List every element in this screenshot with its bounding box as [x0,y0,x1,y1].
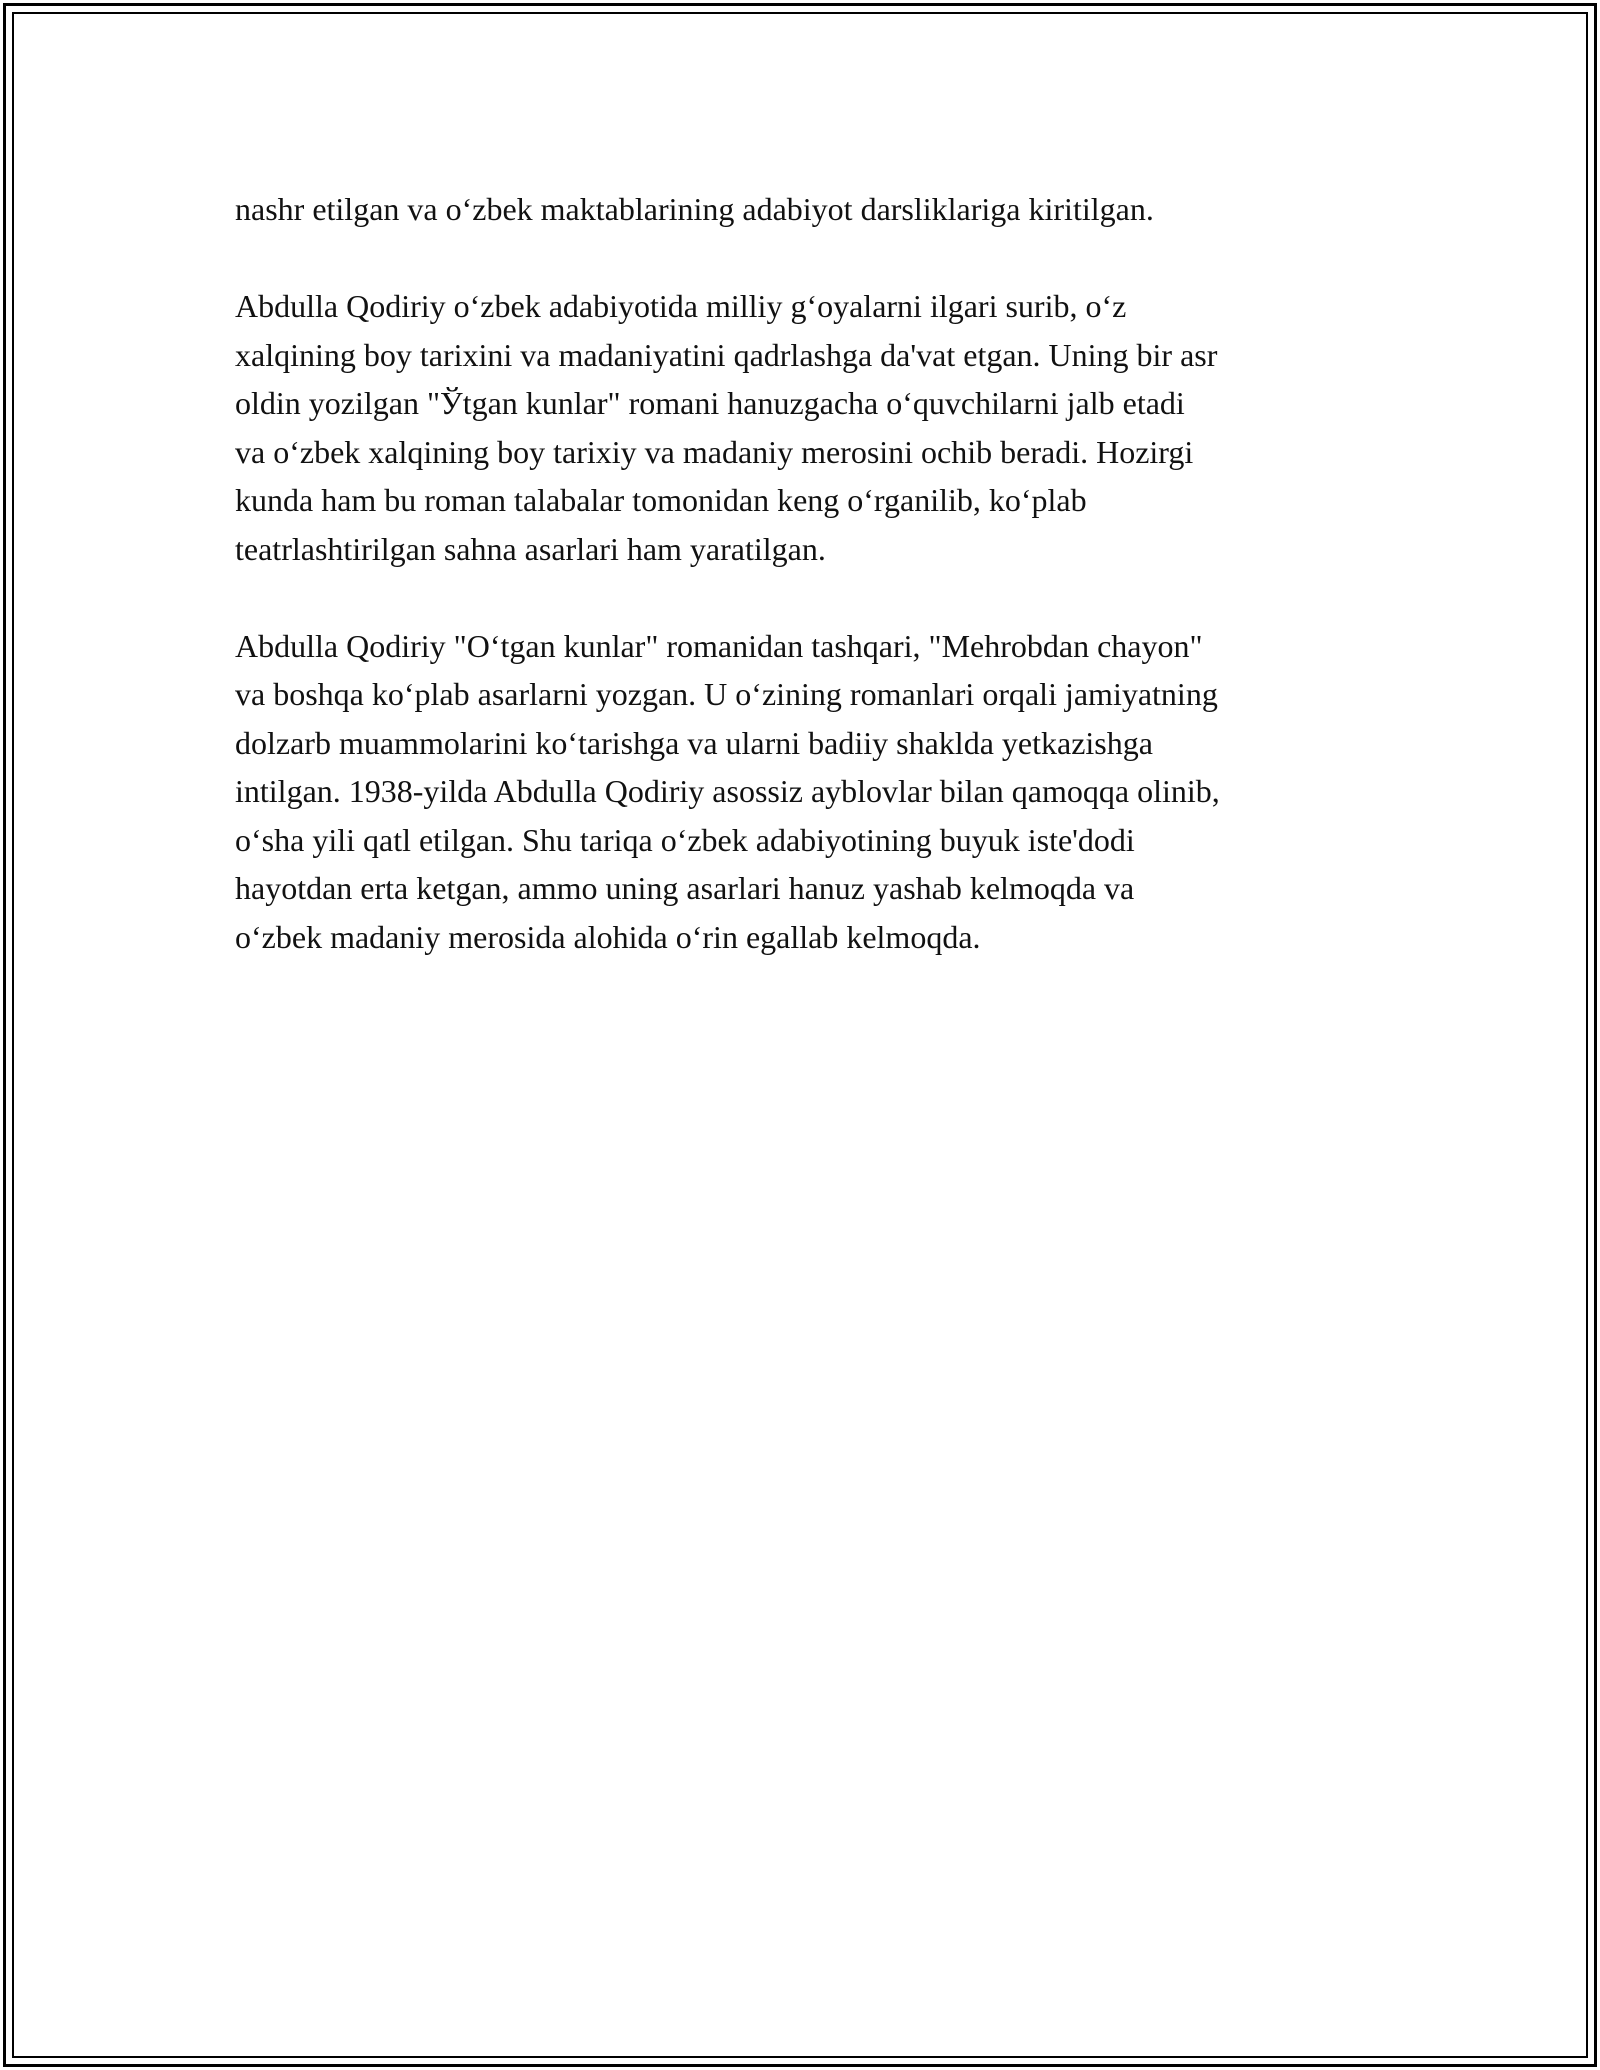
paragraph-1: nashr etilgan va o‘zbek maktablarining adabiyot darsliklariga kiritilgan. [235,191,1154,227]
document-body [235,185,1375,1010]
paragraph-3: Abdulla Qodiriy "O‘tgan kunlar" romanidan tashqari, "Mehrobdan chayon" va boshqa ko‘plab asarlarni yozgan. U o‘zining romanlari orqali jamiyatning dolzarb muammolarini ko‘tarishga va ularni badiiy shaklda yetkazishga intilgan. 1938-yilda Abdulla Qodiriy asossiz ayblovlar bilan qamoqqa olinib, o‘sha yili qatl etilgan. Shu tariqa o‘zbek adabiyotining buyuk iste'dodi hayotdan erta ketgan, ammo uning asarlari hanuz yashab kelmoqda va o‘zbek madaniy merosida alohida o‘rin egallab kelmoqda. [235,627,1220,955]
paragraph-2: Abdulla Qodiriy o‘zbek adabiyotida milliy g‘oyalarni ilgari surib, o‘z xalqining boy tarixini va madaniyatini qadrlashga da'vat etgan. Uning bir asr oldin yozilgan "Ўtgan kunlar" romani hanuzgacha o‘quvchilarni jalb etadi va o‘zbek xalqining boy tarixiy va madaniy merosini ochib beradi. Hozirgi kunda ham bu roman talabalar tomonidan keng o‘rganilib, ko‘plab teatrlashtirilgan sahna asarlari ham yaratilgan. [235,288,1218,567]
